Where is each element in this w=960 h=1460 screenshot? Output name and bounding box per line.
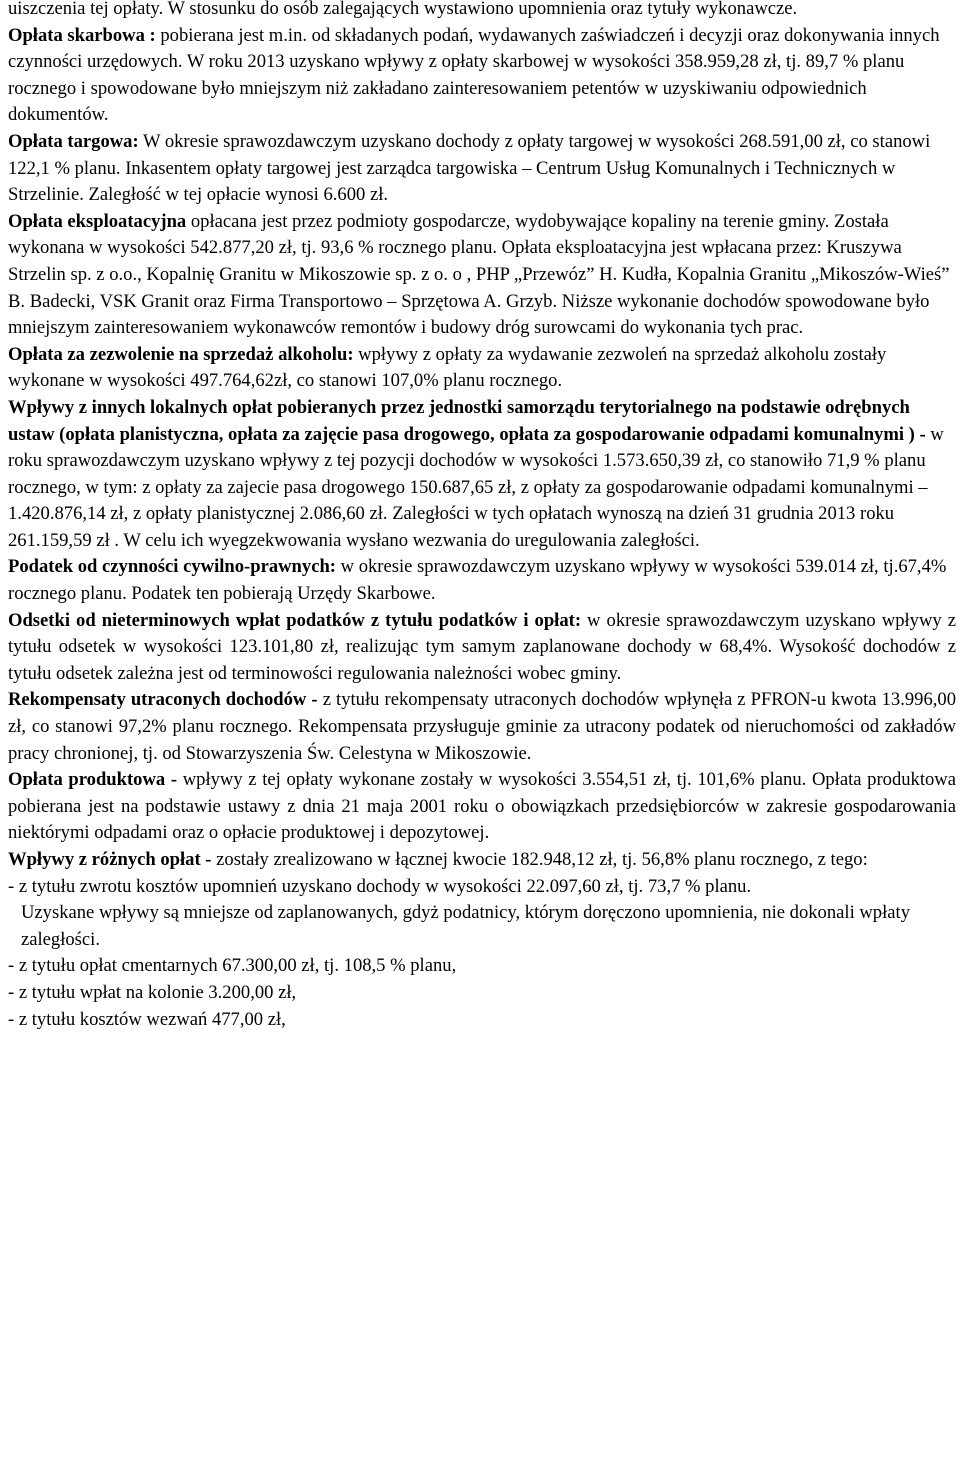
- paragraph-rekompensaty: [8, 687, 956, 767]
- document-body: [8, 0, 956, 1033]
- paragraph-text: w roku sprawozdawczym uzyskano wpływy z tej pozycji dochodów w wysokości 1.573.650,39 zł, co stanowiło 71,9 % planu rocznego, w tym: z opłaty za zajecie pasa drogowego 150.687,65 zł, z opłaty za gospodarowanie odpadami komunalnymi – 1.420.876,14 zł, z opłaty planistycznej 2.086,60 zł. Zaległości w tych opłatach wynoszą na dzień 31 grudnia 2013 roku 261.159,59 zł . W celu ich wyegzekwowania wysłano wezwania do uregulowania zaległości.: [8, 423, 944, 551]
- list-item-text: - z tytułu wpłat na kolonie 3.200,00 zł,: [8, 981, 297, 1003]
- paragraph-text: z tytułu rekompensaty utraconych dochodów wpłynęła z PFRON-u kwota 13.996,00 zł, co stanowi 97,2% planu rocznego. Rekompensata przysługuje gminie za utracony podatek od nieruchomości od zakładów pracy chronionej, tj. od Stowarzyszenia Św. Celestyna w Mikoszowie.: [8, 689, 957, 764]
- paragraph-upomnienia-wyjasnienie: [8, 900, 956, 953]
- paragraph-odsetki: [8, 608, 956, 688]
- paragraph-heading: Opłata skarbowa :: [8, 24, 156, 46]
- paragraph-heading: Odsetki od nieterminowych wpłat podatków z tytułu podatków i opłat:: [8, 609, 582, 631]
- list-item-kolonie: [8, 980, 956, 1007]
- paragraph-heading: Opłata produktowa -: [8, 769, 178, 791]
- list-item-text: - z tytułu zwrotu kosztów upomnień uzyskano dochody w wysokości 22.097,60 zł, tj. 73,7 % planu.: [8, 875, 752, 897]
- paragraph-text: pobierana jest m.in. od składanych podań, wydawanych zaświadczeń i decyzji oraz dokonywania innych czynności urzędowych. W roku 2013 uzyskano wpływy z opłaty skarbowej w wysokości 358.959,28 zł, tj. 89,7 % planu rocznego i spowodowane było mniejszym niż zakładano zainteresowaniem petentów w uzyskiwaniu odpowiednich dokumentów.: [8, 24, 940, 126]
- paragraph-oplata-alkohol: [8, 342, 956, 395]
- paragraph-heading: Wpływy z innych lokalnych opłat pobieranych przez jednostki samorządu terytorialnego na podstawie odrębnych ustaw (opłata planistyczna, opłata za zajęcie pasa drogowego, opłata za gospodarowanie odpadami komunalnymi ) -: [8, 396, 926, 445]
- list-item-upomnienia: [8, 874, 956, 901]
- paragraph-heading: Opłata eksploatacyjna: [8, 210, 187, 232]
- paragraph-text: wpływy z opłaty za wydawanie zezwoleń na sprzedaż alkoholu zostały wykonane w wysokości 497.764,62zł, co stanowi 107,0% planu rocznego.: [8, 343, 887, 392]
- list-item-wezwania: [8, 1007, 956, 1034]
- paragraph-oplata-targowa: [8, 129, 956, 209]
- paragraph-heading: Wpływy z różnych opłat -: [8, 849, 212, 870]
- paragraph-oplata-produktowa: [8, 767, 956, 847]
- paragraph-text: opłacana jest przez podmioty gospodarcze, wydobywające kopaliny na terenie gminy. Została wykonana w wysokości 542.877,20 zł, tj. 93,6 % rocznego planu. Opłata eksploatacyjna jest wpłacana przez: Kruszywa Strzelin sp. z o.o., Kopalnię Granitu w Mikoszowie sp. z o. o , PHP „Przewóz” H. Kudła, Kopalnia Granitu „Mikoszów-Wieś” B. Badecki, VSK Granit oraz Firma Transportowo – Sprzętowa A. Grzyb. Niższe wykonanie dochodów spowodowane było mniejszym zainteresowaniem wykonawców remontów i budowy dróg surowcami do wykonania tych prac.: [8, 210, 950, 339]
- paragraph-heading: Rekompensaty utraconych dochodów -: [8, 689, 318, 711]
- list-item-text: - z tytułu opłat cmentarnych 67.300,00 zł, tj. 108,5 % planu,: [8, 955, 457, 977]
- paragraph-rozne-oplaty: [8, 847, 956, 874]
- paragraph-text: zostały zrealizowano w łącznej kwocie 182.948,12 zł, tj. 56,8% planu rocznego, z tego:: [211, 849, 868, 870]
- paragraph-heading: Opłata za zezwolenie na sprzedaż alkoholu:: [8, 343, 354, 365]
- paragraph-podatek-pcc: [8, 554, 956, 607]
- paragraph-text: uiszczenia tej opłaty. W stosunku do osób zalegających wystawiono upomnienia oraz tytuły wykonawcze.: [8, 0, 798, 19]
- paragraph-heading: Opłata targowa:: [8, 130, 139, 152]
- paragraph-text: Uzyskane wpływy są mniejsze od zaplanowanych, gdyż podatnicy, którym doręczono upomnienia, nie dokonali wpłaty zaległości.: [21, 902, 910, 950]
- paragraph-text: w okresie sprawozdawczym uzyskano wpływy w wysokości 539.014 zł, tj.67,4% rocznego planu. Podatek ten pobierają Urzędy Skarbowe.: [8, 556, 947, 605]
- list-item-text: - z tytułu kosztów wezwań 477,00 zł,: [8, 1008, 286, 1030]
- paragraph-oplata-wstep: [8, 0, 956, 23]
- paragraph-text: w okresie sprawozdawczym uzyskano wpływy z tytułu odsetek w wysokości 123.101,80 zł, realizując tym samym zaplanowane dochody w 68,4%. Wysokość dochodów z tytułu odsetek zależna jest od terminowości regulowania należności wobec gminy.: [8, 609, 956, 684]
- paragraph-heading: Podatek od czynności cywilno-prawnych:: [8, 556, 336, 578]
- list-item-cmentarne: [8, 953, 956, 980]
- paragraph-oplata-eksploatacyjna: [8, 209, 956, 342]
- paragraph-oplata-skarbowa: [8, 23, 956, 129]
- paragraph-lokalne-oplaty: [8, 395, 956, 555]
- paragraph-text: W okresie sprawozdawczym uzyskano dochody z opłaty targowej w wysokości 268.591,00 zł, co stanowi 122,1 % planu. Inkasentem opłaty targowej jest zarządca targowiska – Centrum Usług Komunalnych i Technicznych w Strzelinie. Zaległość w tej opłacie wynosi 6.600 zł.: [8, 130, 931, 206]
- paragraph-text: wpływy z tej opłaty wykonane zostały w wysokości 3.554,51 zł, tj. 101,6% planu. Opłata produktowa pobierana jest na podstawie ustawy z dnia 21 maja 2001 roku o obowiązkach przedsiębiorców w zakresie gospodarowania niektórymi odpadami oraz o opłacie produktowej i depozytowej.: [8, 769, 956, 844]
